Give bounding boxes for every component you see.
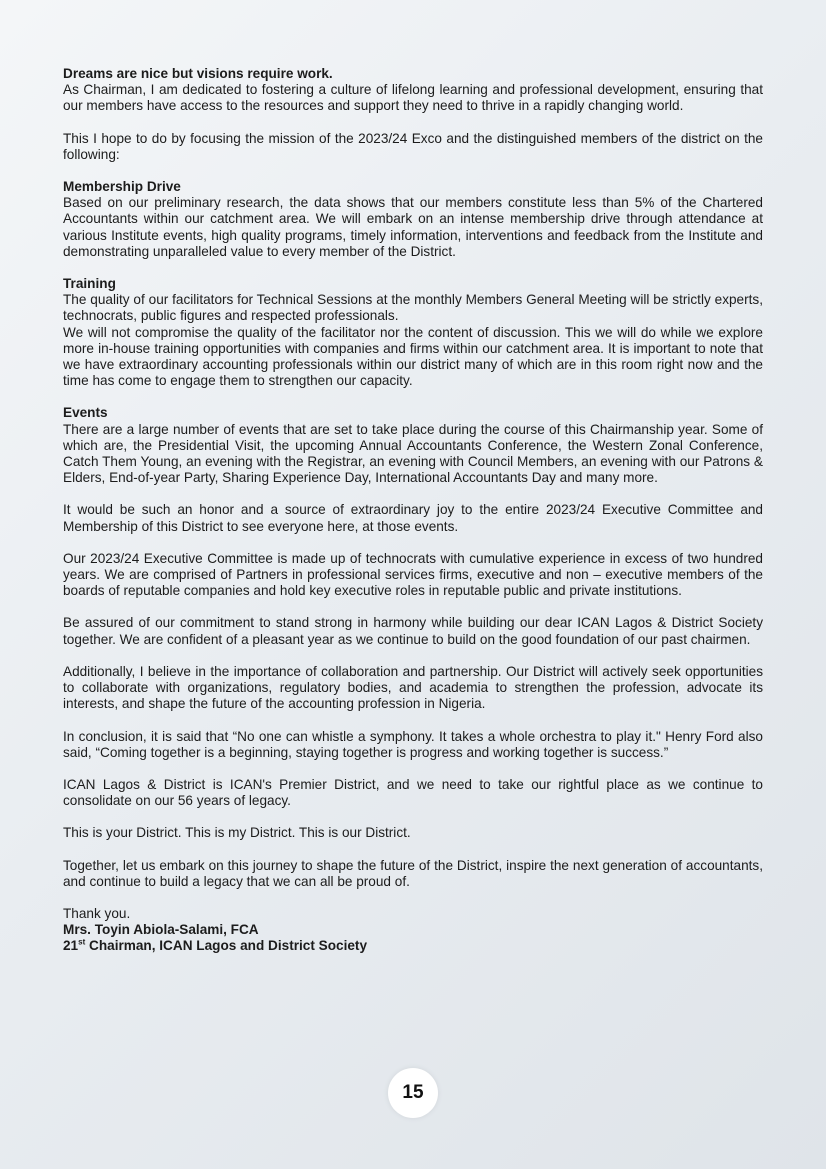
membership-heading: Membership Drive <box>63 179 181 195</box>
district-paragraph: This is your District. This is my District. This is our District. <box>63 825 411 841</box>
signatory-title-line <box>63 938 763 954</box>
signatory-name: Mrs. Toyin Abiola-Salami, FCA <box>63 922 259 938</box>
focus-paragraph: This I hope to do by focusing the mission of the 2023/24 Exco and the distinguished members of the district on the following: <box>63 130 763 162</box>
intro-heading: Dreams are nice but visions require work. <box>63 66 333 81</box>
honor-paragraph: It would be such an honor and a source of extraordinary joy to the entire 2023/24 Executive Committee and Membership of this District to see everyone here, at those events. <box>63 502 763 534</box>
collaboration-paragraph: Additionally, I believe in the importance of collaboration and partnership. Our District will actively seek opportunities to collaborate with organizations, regulatory bodies, and academia to strengthen the profession, advocate its interests, and shape the future of the accounting profession in Nigeria. <box>63 663 763 712</box>
events-text: There are a large number of events that are set to take place during the course of this Chairmanship year. Some of which are, the Presidential Visit, the upcoming Annual Accountants Conference, the Western Zonal Conference, Catch Them Young, an evening with the Registrar, an evening with Council Members, an evening with our Patrons & Elders, End-of-year Party, Sharing Experience Day, International Accountants Day and many more. <box>63 421 763 486</box>
training-text-2: We will not compromise the quality of the facilitator nor the content of discussion. This we will do while we explore more in-house training opportunities with companies and firms within our catchment area. It is important to note that we have extraordinary accounting professionals within our district many of which are in this room right now and the time has come to engage them to strengthen our capacity. <box>63 324 763 389</box>
committee-paragraph: Our 2023/24 Executive Committee is made up of technocrats with cumulative experience in excess of two hundred years. We are comprised of Partners in professional services firms, executive and non – executive members of the boards of reputable companies and hold key executive roles in reputable public and private institutions. <box>63 550 763 599</box>
intro-paragraph <box>63 66 763 115</box>
together-paragraph: Together, let us embark on this journey to shape the future of the District, inspire the next generation of accountants, and continue to build a legacy that we can all be proud of. <box>63 857 763 889</box>
membership-section <box>63 179 763 260</box>
events-heading: Events <box>63 405 108 421</box>
intro-text: As Chairman, I am dedicated to fostering a culture of lifelong learning and professional development, ensuring that our members have access to the resources and support they need to thrive in a rapidly changing world. <box>63 82 763 114</box>
training-text-1: The quality of our facilitators for Technical Sessions at the monthly Members General Meeting will be strictly experts, technocrats, public figures and respected professionals. <box>63 292 763 324</box>
training-heading: Training <box>63 276 116 292</box>
assurance-paragraph: Be assured of our commitment to stand strong in harmony while building our dear ICAN Lagos & District Society together. We are confident of a pleasant year as we continue to build on the good foundation of our past chairmen. <box>63 615 763 647</box>
membership-text: Based on our preliminary research, the data shows that our members constitute less than 5% of the Chartered Accountants within our catchment area. We will embark on an intense membership drive through attendance at various Institute events, high quality programs, timely information, interventions and feedback from the Institute and demonstrating unparalleled value to every member of the District. <box>63 195 763 259</box>
signatory-ordinal: 21 <box>63 938 79 954</box>
signatory-ordinal-suffix: st <box>78 937 86 947</box>
signoff-block <box>63 906 763 955</box>
premier-paragraph: ICAN Lagos & District is ICAN's Premier District, and we need to take our rightful place as we continue to consolidate on our 56 years of legacy. <box>63 776 763 809</box>
page-number-badge <box>388 1068 438 1118</box>
page-number: 15 <box>402 1082 424 1103</box>
signatory-title: Chairman, ICAN Lagos and District Society <box>85 938 368 954</box>
events-section <box>63 405 763 486</box>
conclusion-paragraph: In conclusion, it is said that “No one can whistle a symphony. It takes a whole orchestra to play it." Henry Ford also said, “Coming together is a beginning, staying together is progress and working together is success.” <box>63 728 763 760</box>
letter-body <box>63 66 763 955</box>
training-section <box>63 276 763 389</box>
thank-you-text: Thank you. <box>63 905 131 921</box>
